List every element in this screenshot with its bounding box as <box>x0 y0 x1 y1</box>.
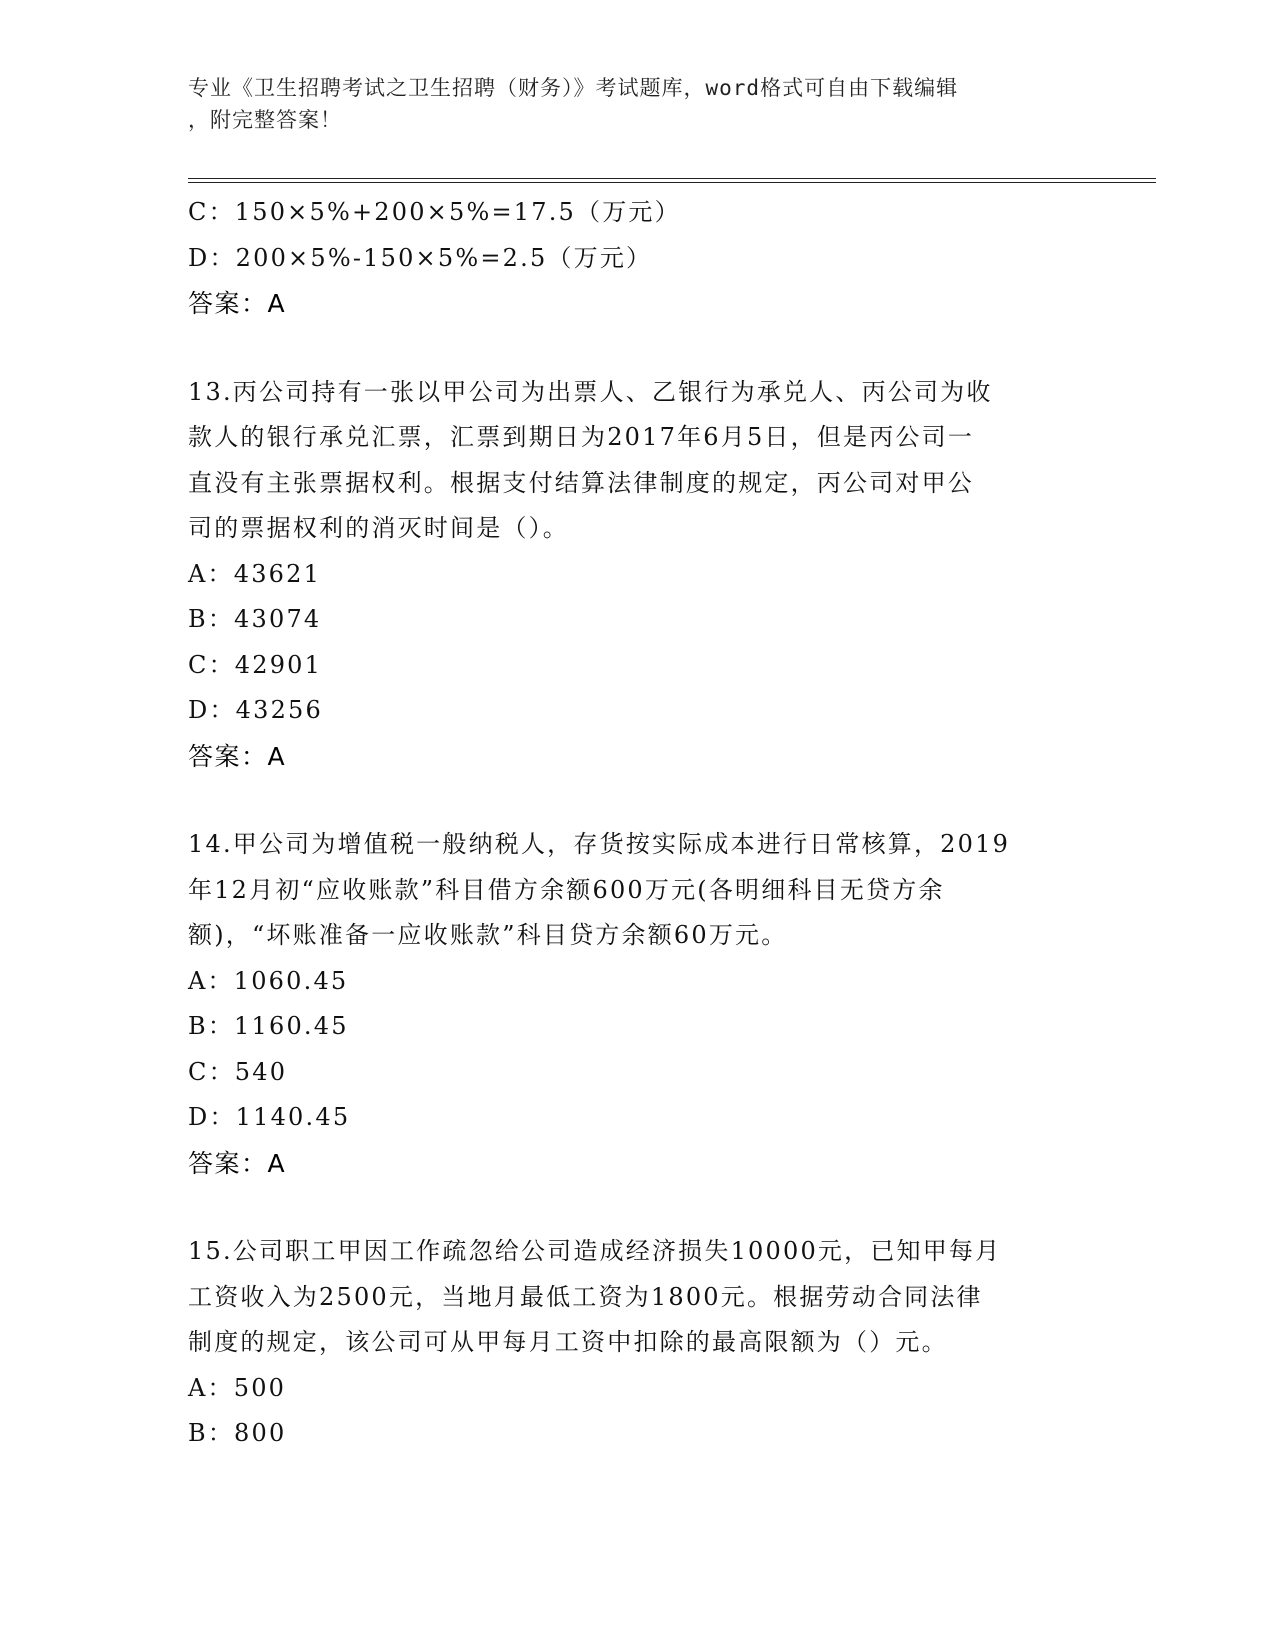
carryover-question <box>188 190 1078 327</box>
option-a: A：1060.45 <box>188 966 349 995</box>
question-text-line: 14.甲公司为增值税一般纳税人，存货按实际成本进行日常核算，2019 <box>188 830 1011 858</box>
question-text-line: 款人的银行承兑汇票，汇票到期日为2017年6月5日，但是丙公司一 <box>188 423 975 451</box>
option-b: B：800 <box>188 1419 287 1447</box>
question-text-line: 15.公司职工甲因工作疏忽给公司造成经济损失10000元，已知甲每月 <box>188 1237 1002 1265</box>
option-d: D：1140.45 <box>188 1103 351 1131</box>
question-text-line: 制度的规定，该公司可从甲每月工资中扣除的最高限额为（）元。 <box>188 1328 948 1356</box>
question-13 <box>188 370 1078 780</box>
option-a: A：500 <box>188 1373 287 1402</box>
option-c: C：42901 <box>188 650 323 679</box>
option-c: C：540 <box>188 1057 288 1086</box>
question-text-line: 13.丙公司持有一张以甲公司为出票人、乙银行为承兑人、丙公司为收 <box>188 377 993 406</box>
answer-line: 答案：A <box>188 741 287 771</box>
question-text-line: 额)，“坏账准备一应收账款”科目贷方余额60万元。 <box>188 921 788 949</box>
question-text-line: 年12月初“应收账款”科目借方余额600万元(各明细科目无贷方余 <box>188 875 945 904</box>
option-c: C：150×5%+200×5%=17.5（万元） <box>188 198 681 226</box>
answer-line: 答案：A <box>188 1148 287 1178</box>
option-d: D：43256 <box>188 696 323 724</box>
question-text-line: 直没有主张票据权利。根据支付结算法律制度的规定，丙公司对甲公 <box>188 468 974 497</box>
question-text-line: 司的票据权利的消灭时间是（）。 <box>188 514 569 542</box>
question-15 <box>188 1229 1078 1457</box>
option-d: D：200×5%-150×5%=2.5（万元） <box>188 243 653 272</box>
header-divider-bottom <box>188 182 1156 183</box>
header-title-line-1: 专业《卫生招聘考试之卫生招聘（财务）》考试题库，word格式可自由下载编辑 <box>188 76 959 100</box>
option-a: A：43621 <box>188 559 322 588</box>
page-header <box>188 72 1088 136</box>
option-b: B：43074 <box>188 605 322 633</box>
option-b: B：1160.45 <box>188 1012 349 1040</box>
answer-line: 答案：A <box>188 289 287 318</box>
question-text-line: 工资收入为2500元，当地月最低工资为1800元。根据劳动合同法律 <box>188 1282 983 1311</box>
header-title-line-2: ，附完整答案！ <box>188 108 342 132</box>
question-14 <box>188 822 1078 1186</box>
question-content <box>188 190 1078 1457</box>
header-divider-top <box>188 178 1156 179</box>
